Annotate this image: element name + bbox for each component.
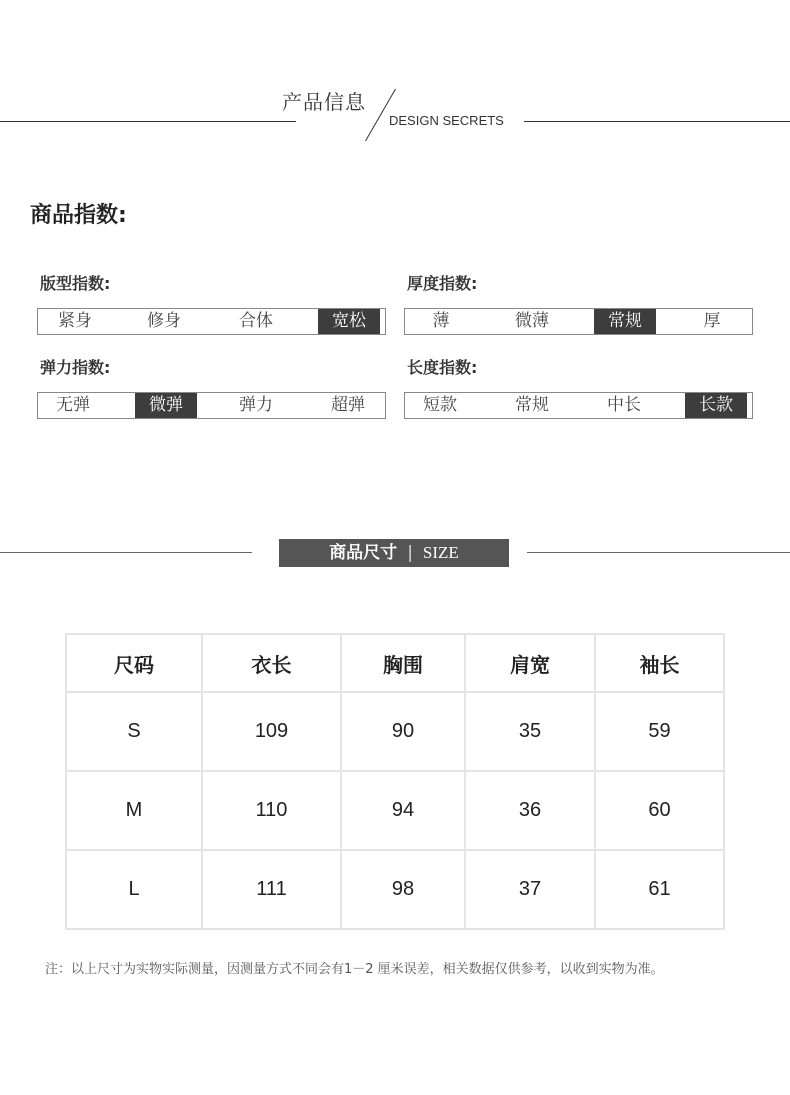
table-row (66, 692, 724, 771)
table-cell: 60 (595, 771, 724, 850)
table-cell: 111 (202, 850, 341, 929)
index-option: 紧身 (58, 311, 92, 331)
table-row (66, 771, 724, 850)
table-cell: 61 (595, 850, 724, 929)
index-option: 修身 (147, 311, 181, 331)
size-rule-left (0, 552, 252, 553)
table-header-cell: 肩宽 (465, 634, 595, 692)
index-bar-elasticity (37, 392, 386, 419)
index-option: 微薄 (515, 311, 549, 331)
size-banner-cn: 商品尺寸 (329, 543, 398, 563)
table-cell: 37 (465, 850, 595, 929)
header-title-cn: 产品信息 (282, 90, 366, 114)
section-title: 商品指数: (30, 203, 127, 228)
table-cell: L (66, 850, 202, 929)
table-cell: 90 (341, 692, 465, 771)
index-bar-thickness (404, 308, 753, 335)
size-table (65, 633, 725, 930)
size-banner (279, 539, 509, 567)
table-cell: 59 (595, 692, 724, 771)
table-cell: M (66, 771, 202, 850)
index-label-thickness: 厚度指数: (407, 274, 478, 293)
index-option-selected: 微弹 (135, 393, 197, 418)
index-option: 合体 (239, 311, 273, 331)
header-rule-left (0, 121, 296, 122)
table-cell: 98 (341, 850, 465, 929)
table-header-cell: 袖长 (595, 634, 724, 692)
table-cell: 36 (465, 771, 595, 850)
table-cell: 35 (465, 692, 595, 771)
index-option: 超弹 (331, 395, 365, 415)
index-option: 厚 (703, 311, 721, 331)
size-banner-separator: | (407, 543, 413, 563)
index-label-fit: 版型指数: (40, 274, 111, 293)
index-option: 短款 (423, 395, 457, 415)
index-option: 无弹 (56, 395, 90, 415)
table-header-cell: 胸围 (341, 634, 465, 692)
size-banner-en: SIZE (422, 543, 459, 562)
index-label-length: 长度指数: (407, 358, 478, 377)
table-header-cell: 尺码 (66, 634, 202, 692)
table-header-cell: 衣长 (202, 634, 341, 692)
index-option-selected: 宽松 (318, 309, 380, 334)
index-option: 中长 (607, 395, 641, 415)
index-option-selected: 长款 (685, 393, 747, 418)
measurement-note: 注：以上尺寸为实物实际测量，因测量方式不同会有1－2 厘米误差，相关数据仅供参考，以收到实物为准。 (45, 962, 664, 977)
index-label-elasticity: 弹力指数: (40, 358, 111, 377)
index-option: 弹力 (239, 395, 273, 415)
index-bar-length (404, 392, 753, 419)
size-rule-right (527, 552, 790, 553)
index-option: 薄 (432, 311, 450, 331)
table-cell: 110 (202, 771, 341, 850)
index-option-selected: 常规 (594, 309, 656, 334)
index-bar-fit (37, 308, 386, 335)
index-option: 常规 (515, 395, 549, 415)
table-cell: 109 (202, 692, 341, 771)
table-cell: 94 (341, 771, 465, 850)
header-title-en: DESIGN SECRETS (389, 113, 504, 128)
table-cell: S (66, 692, 202, 771)
table-header-row (66, 634, 724, 692)
header-rule-right (524, 121, 790, 122)
table-row (66, 850, 724, 929)
